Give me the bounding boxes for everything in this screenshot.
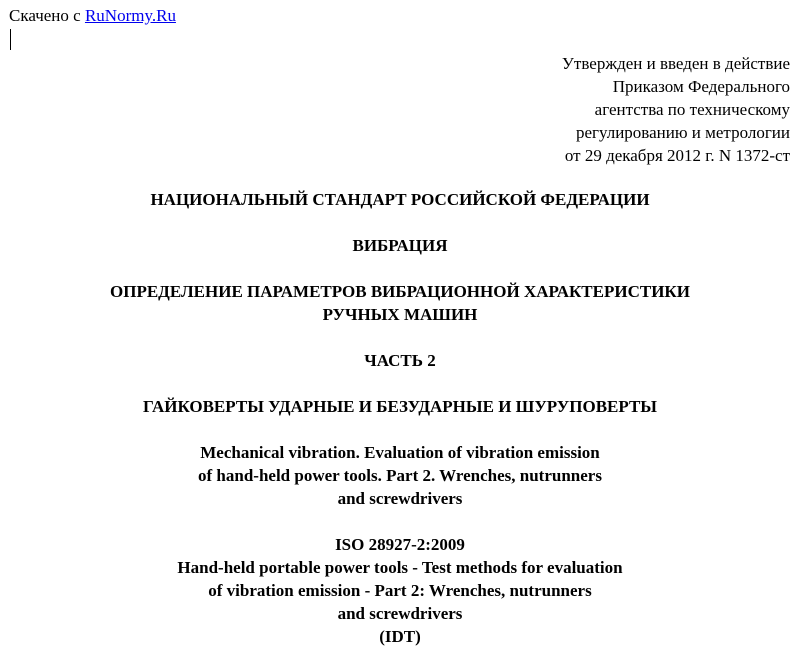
runormy-link[interactable]: RuNormy.Ru (84, 6, 176, 25)
english-title (0, 441, 796, 510)
determination-heading (0, 280, 796, 326)
vibration-heading: ВИБРАЦИЯ (352, 236, 448, 255)
approval-line: Утвержден и введен в действие (561, 54, 790, 73)
iso-title-line: of vibration emission - Part 2: Wrenches, nutrunners (208, 581, 592, 600)
national-standard-heading: НАЦИОНАЛЬНЫЙ СТАНДАРТ РОССИЙСКОЙ ФЕДЕРАЦИИ (150, 190, 650, 209)
english-title-line: of hand-held power tools. Part 2. Wrenches, nutrunners (198, 466, 602, 485)
iso-reference (0, 533, 796, 648)
english-title-line: Mechanical vibration. Evaluation of vibration emission (200, 443, 600, 462)
iso-identity-mark: (IDT) (379, 627, 421, 646)
english-title-line: and screwdrivers (337, 489, 463, 508)
approval-block (562, 52, 790, 167)
approval-line: от 29 декабря 2012 г. N 1372-ст (564, 146, 790, 165)
download-prefix-text: Скачено с (9, 6, 85, 25)
determination-line: РУЧНЫХ МАШИН (322, 305, 478, 324)
iso-code: ISO 28927-2:2009 (335, 535, 465, 554)
part-heading: ЧАСТЬ 2 (364, 351, 436, 370)
approval-line: регулированию и метрологии (575, 123, 790, 142)
text-cursor (10, 29, 11, 50)
download-source-line (9, 6, 176, 26)
iso-title-line: Hand-held portable power tools - Test methods for evaluation (177, 558, 623, 577)
iso-title-line: and screwdrivers (337, 604, 463, 623)
approval-line: агентства по техническому (594, 100, 790, 119)
approval-line: Приказом Федерального (612, 77, 790, 96)
wrenches-heading: ГАЙКОВЕРТЫ УДАРНЫЕ И БЕЗУДАРНЫЕ И ШУРУПОВЕРТЫ (143, 397, 657, 416)
determination-line: ОПРЕДЕЛЕНИЕ ПАРАМЕТРОВ ВИБРАЦИОННОЙ ХАРАКТЕРИСТИКИ (110, 282, 690, 301)
